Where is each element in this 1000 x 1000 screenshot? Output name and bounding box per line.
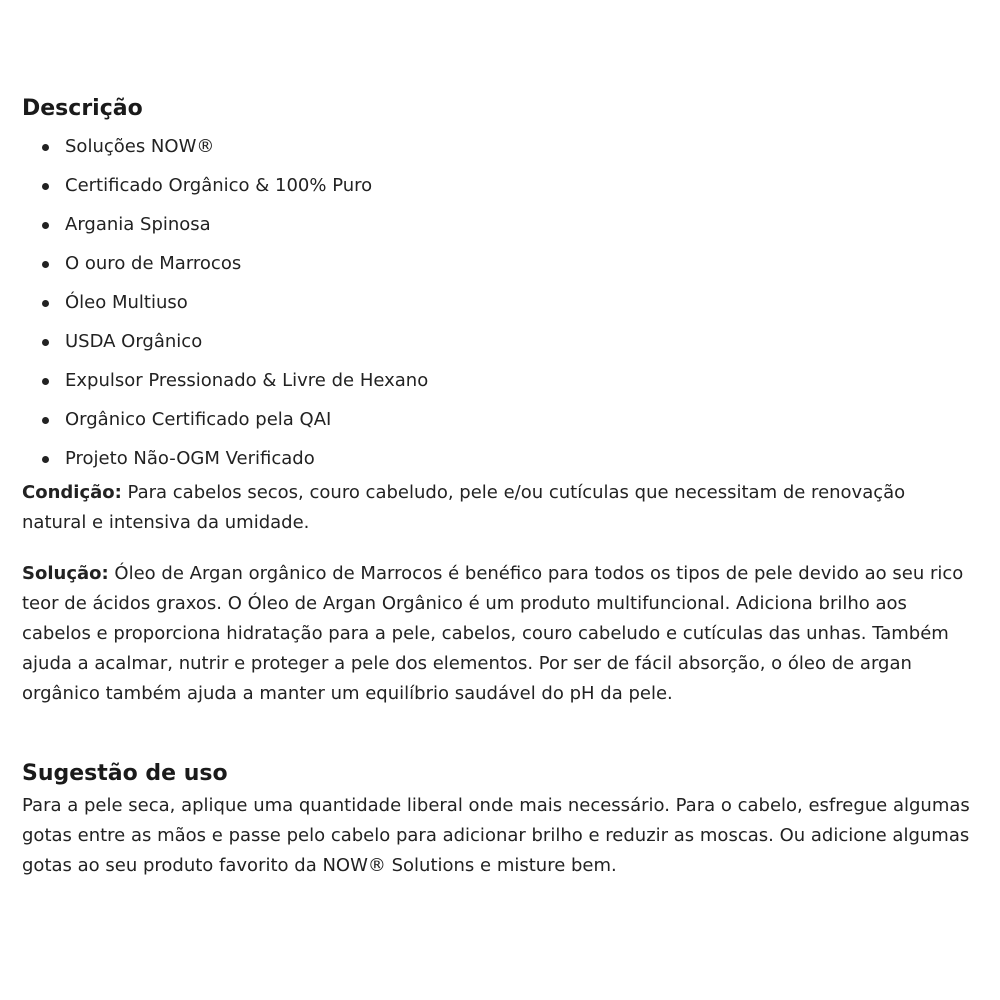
solution-paragraph	[22, 559, 972, 709]
list-item-text: Argania Spinosa	[65, 214, 211, 235]
solution-text: Óleo de Argan orgânico de Marrocos é benéfico para todos os tipos de pele devido ao seu rico teor de ácidos graxos. O Óleo de Argan Orgânico é um produto multifuncional. Adiciona brilho aos cabelos e proporciona hidratação para a pele, cabelos, couro cabeludo e cutículas das unhas. Também ajuda a acalmar, nutrir e proteger a pele dos elementos. Por ser de fácil absorção, o óleo de argan orgânico também ajuda a manter um equilíbrio saudável do pH da pele.	[22, 563, 964, 704]
list-item	[22, 166, 972, 205]
bullet-icon	[42, 222, 49, 229]
bullet-icon	[42, 456, 49, 463]
list-item-text: Certificado Orgânico & 100% Puro	[65, 175, 373, 196]
bullet-icon	[42, 300, 49, 307]
list-item	[22, 205, 972, 244]
list-item-text: Orgânico Certificado pela QAI	[65, 409, 332, 430]
list-item	[22, 439, 972, 478]
list-item	[22, 400, 972, 439]
condition-paragraph	[22, 478, 972, 538]
list-item	[22, 361, 972, 400]
bullet-icon	[42, 183, 49, 190]
list-item	[22, 244, 972, 283]
bullet-icon	[42, 261, 49, 268]
list-item-text: O ouro de Marrocos	[65, 253, 242, 274]
list-item-text: Expulsor Pressionado & Livre de Hexano	[65, 370, 429, 391]
solution-label: Solução:	[22, 563, 109, 584]
list-item-text: Soluções NOW®	[65, 136, 215, 157]
bullet-icon	[42, 417, 49, 424]
bullet-icon	[42, 339, 49, 346]
description-heading: Descrição	[22, 96, 143, 121]
product-description-section	[22, 94, 972, 881]
list-item-text: Óleo Multiuso	[65, 292, 188, 313]
usage-heading: Sugestão de uso	[22, 761, 228, 786]
list-item-text: Projeto Não-OGM Verificado	[65, 448, 315, 469]
list-item	[22, 322, 972, 361]
bullet-icon	[42, 378, 49, 385]
list-item-text: USDA Orgânico	[65, 331, 203, 352]
bullet-icon	[42, 144, 49, 151]
list-item	[22, 283, 972, 322]
condition-text: Para cabelos secos, couro cabeludo, pele e/ou cutículas que necessitam de renovação natural e intensiva da umidade.	[22, 482, 906, 533]
feature-list	[22, 127, 972, 478]
condition-label: Condição:	[22, 482, 122, 503]
list-item	[22, 127, 972, 166]
usage-paragraph: Para a pele seca, aplique uma quantidade liberal onde mais necessário. Para o cabelo, esfregue algumas gotas entre as mãos e passe pelo cabelo para adicionar brilho e reduzir as moscas. Ou adicione algumas gotas ao seu produto favorito da NOW® Solutions e misture bem.	[22, 795, 970, 876]
